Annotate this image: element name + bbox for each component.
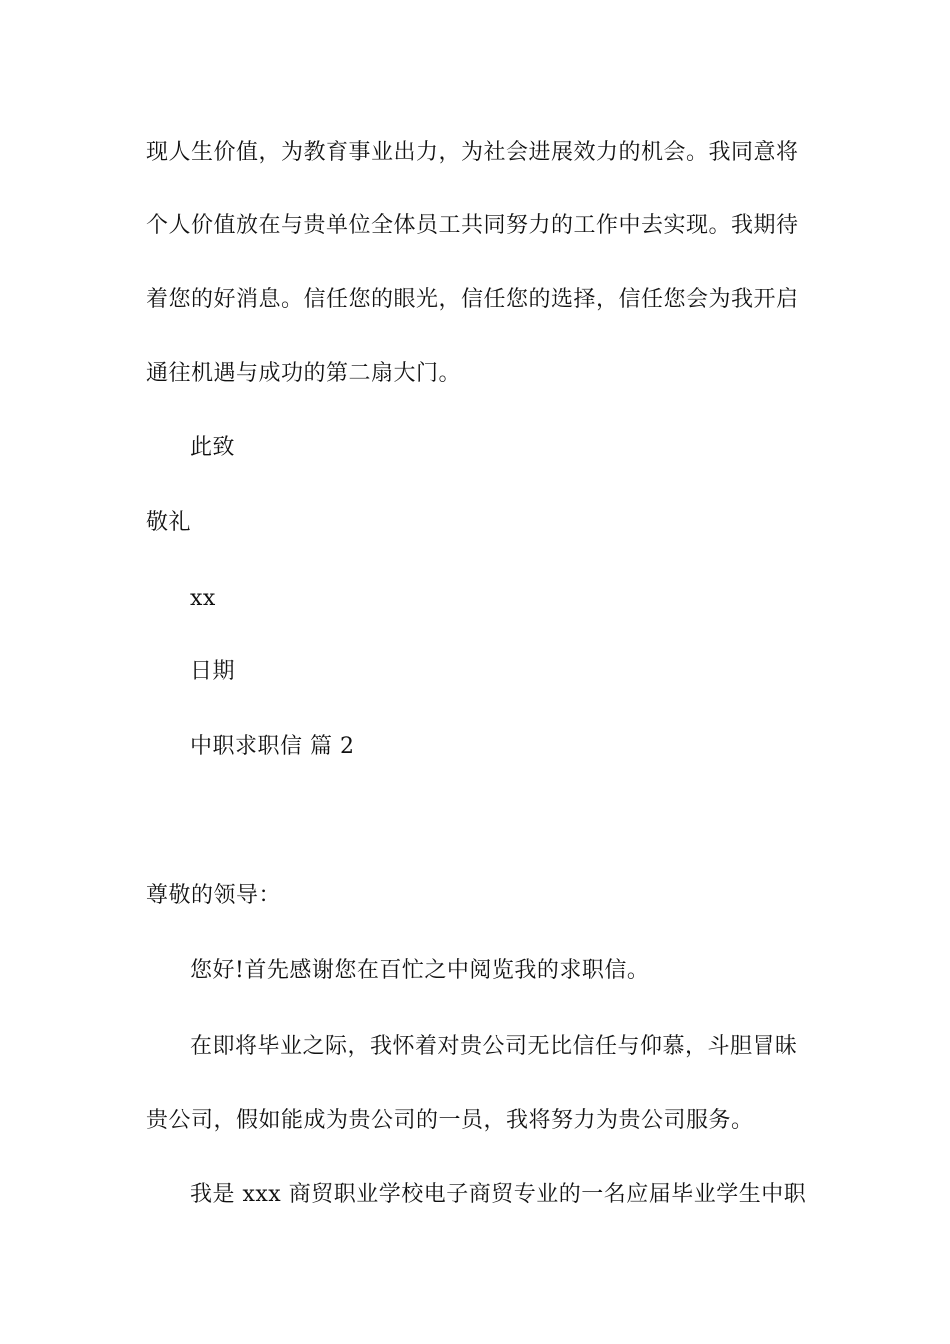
body-text-line: 着您的好消息。信任您的眼光，信任您的选择，信任您会为我开启 [146, 287, 799, 312]
signature-date: 日期 [190, 659, 236, 684]
body-text-line: 通往机遇与成功的第二扇大门。 [146, 361, 462, 386]
signature-name: xx [190, 586, 216, 611]
body-text-line: 我是 xxx 商贸职业学校电子商贸专业的一名应届毕业学生中职 [190, 1182, 807, 1207]
closing-phrase: 此致 [190, 435, 236, 460]
body-text-line: 贵公司，假如能成为贵公司的一员，我将努力为贵公司服务。 [146, 1108, 754, 1133]
body-text-line: 在即将毕业之际，我怀着对贵公司无比信任与仰慕，斗胆冒昧 [190, 1034, 798, 1059]
greeting: 尊敬的领导： [146, 883, 282, 908]
body-text-line: 您好!首先感谢您在百忙之中阅览我的求职信。 [190, 958, 650, 983]
salutation-close: 敬礼 [146, 510, 192, 535]
body-text-line: 个人价值放在与贵单位全体员工共同努力的工作中去实现。我期待 [146, 213, 799, 238]
body-text-line: 现人生价值，为教育事业出力，为社会进展效力的机会。我同意将 [146, 140, 799, 165]
section-heading: 中职求职信 篇 2 [190, 734, 355, 759]
